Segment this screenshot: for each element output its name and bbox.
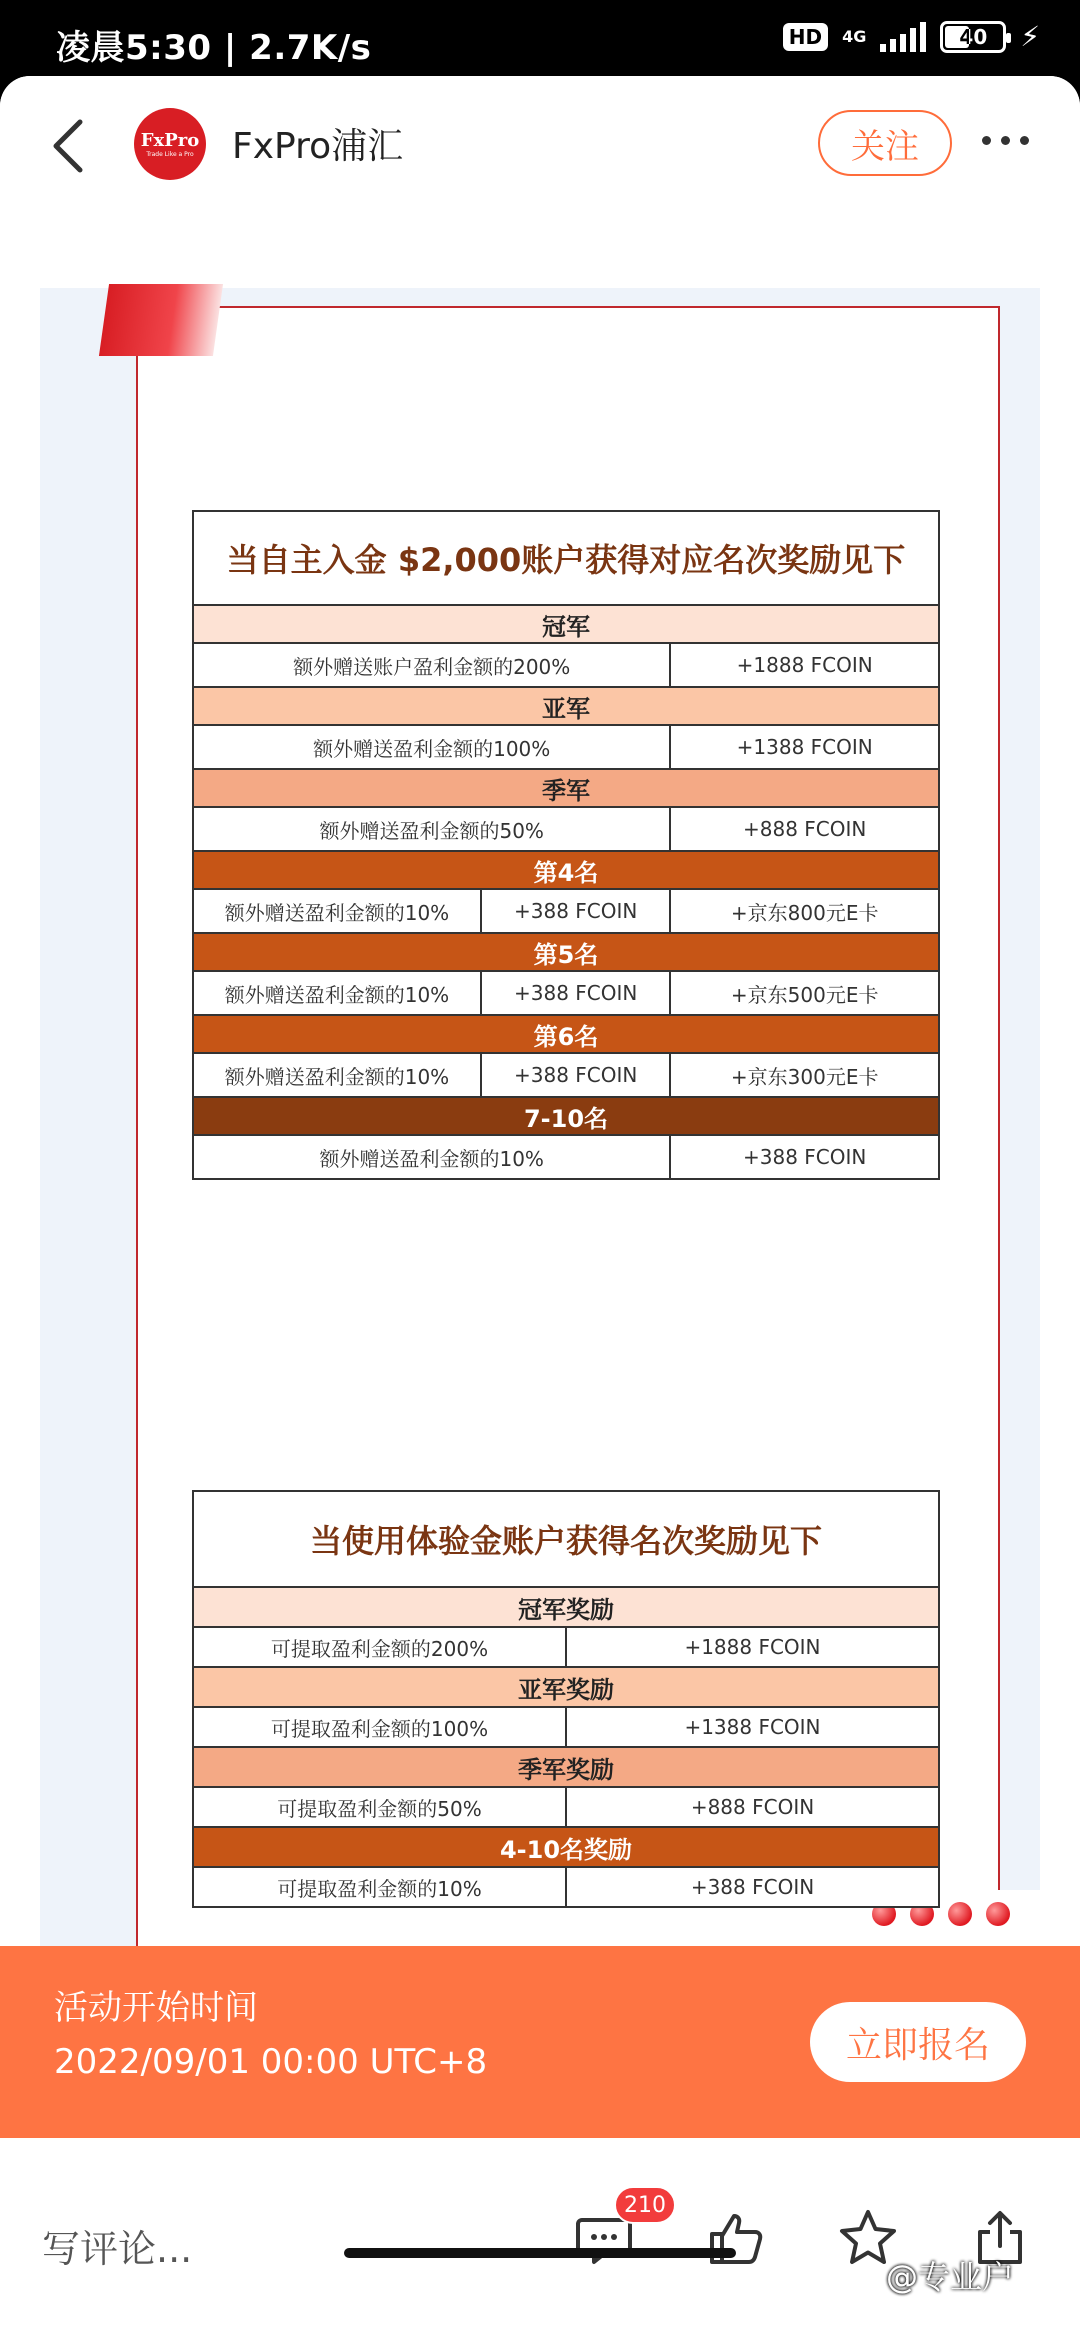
reward-cell: +京东800元E卡	[670, 889, 939, 933]
rank-header: 亚军	[193, 687, 939, 725]
battery-level: 40	[959, 24, 988, 49]
poster-red-tab	[99, 284, 223, 356]
like-icon[interactable]	[706, 2208, 766, 2268]
reward-cell: +1388 FCOIN	[670, 725, 939, 769]
reward-cell: +1888 FCOIN	[566, 1627, 939, 1667]
logo-tagline: Trade Like a Pro	[146, 151, 194, 158]
reward-cell: +京东300元E卡	[670, 1053, 939, 1097]
logo-text: FxPro	[140, 130, 200, 151]
bottom-bar	[0, 2138, 1080, 2340]
table-title: 当自主入金 $2,000账户获得对应名次奖励见下	[193, 511, 939, 605]
reward-cell: +388 FCOIN	[481, 971, 670, 1015]
reward-cell: 可提取盈利金额的10%	[193, 1867, 566, 1907]
reward-cell: +1388 FCOIN	[566, 1707, 939, 1747]
rank-header: 第5名	[193, 933, 939, 971]
account-name[interactable]: FxPro浦汇	[232, 126, 404, 167]
reward-cell: 额外赠送盈利金额的10%	[193, 889, 481, 933]
rank-header: 7-10名	[193, 1097, 939, 1135]
reward-cell: 可提取盈利金额的200%	[193, 1627, 566, 1667]
hd-icon: HD	[783, 23, 828, 51]
follow-button[interactable]: 关注	[818, 110, 952, 176]
event-start-time: 2022/09/01 00:00 UTC+8	[54, 2042, 488, 2082]
rank-header: 第6名	[193, 1015, 939, 1053]
home-indicator[interactable]	[344, 2248, 736, 2258]
reward-cell: 额外赠送账户盈利金额的200%	[193, 643, 670, 687]
rank-header: 冠军	[193, 605, 939, 643]
reward-cell: 额外赠送盈利金额的10%	[193, 1053, 481, 1097]
more-icon[interactable]	[982, 136, 1029, 145]
reward-cell: +京东500元E卡	[670, 971, 939, 1015]
signal-icon	[880, 22, 926, 52]
comment-count-badge: 210	[614, 2186, 676, 2224]
reward-cell: +1888 FCOIN	[670, 643, 939, 687]
signup-button[interactable]: 立即报名	[810, 2002, 1026, 2082]
back-icon[interactable]	[44, 116, 94, 176]
avatar[interactable]	[134, 108, 206, 180]
rank-header: 季军	[193, 769, 939, 807]
status-bar	[0, 0, 1080, 80]
event-banner	[0, 1946, 1080, 2138]
rank-header: 冠军奖励	[193, 1587, 939, 1627]
table-title: 当使用体验金账户获得名次奖励见下	[193, 1491, 939, 1587]
reward-cell: 额外赠送盈利金额的10%	[193, 971, 481, 1015]
event-start-label: 活动开始时间	[54, 1988, 258, 2028]
reward-cell: +388 FCOIN	[481, 889, 670, 933]
reward-table-deposit	[192, 510, 940, 1180]
battery-icon	[940, 21, 1006, 53]
reward-cell: 可提取盈利金额的100%	[193, 1707, 566, 1747]
reward-cell: +888 FCOIN	[566, 1787, 939, 1827]
reward-cell: +388 FCOIN	[481, 1053, 670, 1097]
app-screen	[0, 76, 1080, 2340]
status-time-speed: 凌晨5:30 | 2.7K/s	[56, 28, 372, 68]
top-bar	[0, 76, 1080, 210]
reward-cell: 额外赠送盈利金额的100%	[193, 725, 670, 769]
post-content	[0, 210, 1080, 1954]
comment-input[interactable]: 写评论...	[42, 2227, 193, 2271]
reward-cell: 可提取盈利金额的50%	[193, 1787, 566, 1827]
reward-cell: +388 FCOIN	[566, 1867, 939, 1907]
network-type: 4G	[842, 27, 867, 46]
rank-header: 季军奖励	[193, 1747, 939, 1787]
reward-cell: +388 FCOIN	[670, 1135, 939, 1179]
watermark: @专业户	[886, 2258, 1015, 2296]
reward-cell: 额外赠送盈利金额的50%	[193, 807, 670, 851]
reward-cell: +888 FCOIN	[670, 807, 939, 851]
rank-header: 4-10名奖励	[193, 1827, 939, 1867]
rank-header: 亚军奖励	[193, 1667, 939, 1707]
reward-table-trial	[192, 1490, 940, 1908]
reward-cell: 额外赠送盈利金额的10%	[193, 1135, 670, 1179]
charging-icon: ⚡	[1020, 20, 1040, 53]
rank-header: 第4名	[193, 851, 939, 889]
